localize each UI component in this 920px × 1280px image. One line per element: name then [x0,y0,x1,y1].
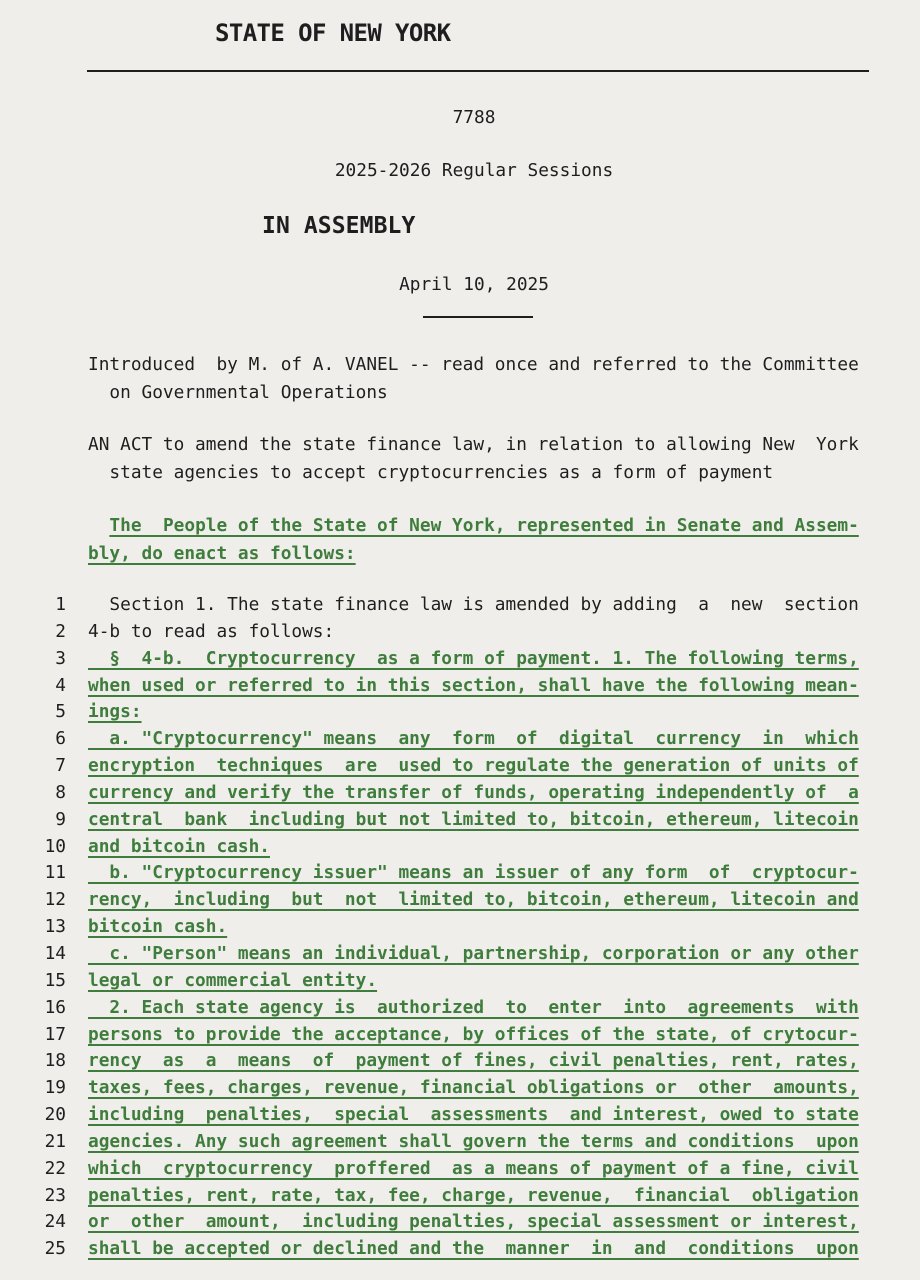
bill-line-row [0,995,920,1022]
text-line [88,512,888,540]
bill-number: 7788 [452,107,496,128]
bill-line-row [0,834,920,861]
bill-line-row [0,1102,920,1129]
line-text: bitcoin cash. [88,916,228,938]
line-text: when used or referred to in this section, shall have the following mean- [88,674,859,696]
line-text: rency as a means of payment of fines, civil penalties, rent, rates, [88,1050,859,1072]
header-divider-line [87,70,869,72]
line-text: b. "Cryptocurrency issuer" means an issuer of any form of cryptocur- [88,862,859,884]
line-number: 4 [55,674,66,696]
line-number: 3 [55,647,66,669]
line-text: which cryptocurrency proffered as a means of payment of a fine, civil [88,1157,859,1179]
text-line [88,351,888,379]
line-number: 23 [44,1184,66,1206]
line-text: ings: [88,701,142,723]
line-number: 8 [55,781,66,803]
line-text: persons to provide the acceptance, by offices of the state, of crytocur- [88,1023,859,1045]
act-clause-paragraph [88,431,888,487]
line-number: 10 [44,835,66,857]
bill-line-row [0,753,920,780]
bill-line-row [0,646,920,673]
bill-line-row [0,1129,920,1156]
bill-line-row [0,887,920,914]
bill-line-row [0,1075,920,1102]
line-text: encryption techniques are used to regulate the generation of units of [88,755,859,777]
line-text: or other amount, including penalties, special assessment or interest, [88,1211,859,1233]
line-number: 16 [44,996,66,1018]
text-line [88,459,888,487]
line-text: agencies. Any such agreement shall govern the terms and conditions upon [88,1130,859,1152]
bill-line-row [0,699,920,726]
line-number: 11 [44,862,66,884]
line-text: Section 1. The state finance law is amended by adding a new section [88,594,859,615]
text-line [88,540,888,568]
line-number: 22 [44,1157,66,1179]
line-text: including penalties, special assessments and interest, owed to state [88,1104,859,1126]
bill-line-row [0,914,920,941]
bill-line-row [0,592,920,619]
state-title: STATE OF NEW YORK [215,19,451,47]
text-line [88,379,888,407]
bill-line-row [0,726,920,753]
bill-line-row [0,1236,920,1263]
bill-line-row [0,673,920,700]
date-divider-line [423,316,533,318]
line-text: legal or commercial entity. [88,969,378,991]
line-number: 19 [44,1077,66,1099]
line-text: AN ACT to amend the state finance law, in relation to allowing New York [88,434,859,455]
line-text: and bitcoin cash. [88,835,270,857]
line-text: rency, including but not limited to, bitcoin, ethereum, litecoin and [88,889,859,911]
bill-line-row [0,1022,920,1049]
chamber-heading: IN ASSEMBLY [262,213,416,239]
line-number: 6 [55,728,66,750]
line-number: 14 [44,942,66,964]
line-text: penalties, rent, rate, tax, fee, charge, revenue, financial obligation [88,1184,859,1206]
line-text: currency and verify the transfer of funds, operating independently of a [88,781,859,803]
session-line: 2025-2026 Regular Sessions [334,160,614,181]
line-number: 2 [55,620,66,642]
line-text: on Governmental Operations [88,382,388,403]
enacting-clause [88,512,888,568]
line-number: 1 [55,594,66,615]
line-text: § 4-b. Cryptocurrency as a form of payment. 1. The following terms, [88,647,859,669]
line-text: taxes, fees, charges, revenue, financial obligations or other amounts, [88,1077,859,1099]
line-number: 12 [44,889,66,911]
text-line [88,431,888,459]
bill-line-row [0,968,920,995]
line-number: 25 [44,1238,66,1260]
bill-line-row [0,1048,920,1075]
line-number: 17 [44,1023,66,1045]
bill-line-row [0,780,920,807]
line-text: bly, do enact as follows: [88,543,356,564]
line-text: 4-b to read as follows: [88,620,335,642]
line-text: a. "Cryptocurrency" means any form of digital currency in which [88,728,859,750]
line-text: state agencies to accept cryptocurrencies as a form of payment [88,462,774,483]
line-number: 24 [44,1211,66,1233]
bill-text-lines [0,592,920,1263]
bill-line-row [0,619,920,646]
line-number: 18 [44,1050,66,1072]
bill-line-row [0,941,920,968]
line-text: c. "Person" means an individual, partnership, corporation or any other [88,942,859,964]
line-number: 9 [55,808,66,830]
line-text: The People of the State of New York, represented in Senate and Assem- [109,515,859,536]
line-text: central bank including but not limited to, bitcoin, ethereum, litecoin [88,808,859,830]
line-number: 5 [55,701,66,723]
line-number: 15 [44,969,66,991]
bill-line-row [0,860,920,887]
line-text: Introduced by M. of A. VANEL -- read once and referred to the Committee [88,354,859,375]
bill-line-row [0,1209,920,1236]
date-line: April 10, 2025 [399,274,549,295]
line-text: 2. Each state agency is authorized to enter into agreements with [88,996,859,1018]
sponsor-paragraph [88,351,888,407]
line-number: 7 [55,755,66,777]
line-text: shall be accepted or declined and the manner in and conditions upon [88,1238,859,1260]
bill-line-row [0,807,920,834]
line-number: 20 [44,1104,66,1126]
line-number: 21 [44,1130,66,1152]
bill-line-row [0,1156,920,1183]
bill-line-row [0,1183,920,1210]
line-indent [88,515,109,536]
line-number: 13 [44,916,66,938]
